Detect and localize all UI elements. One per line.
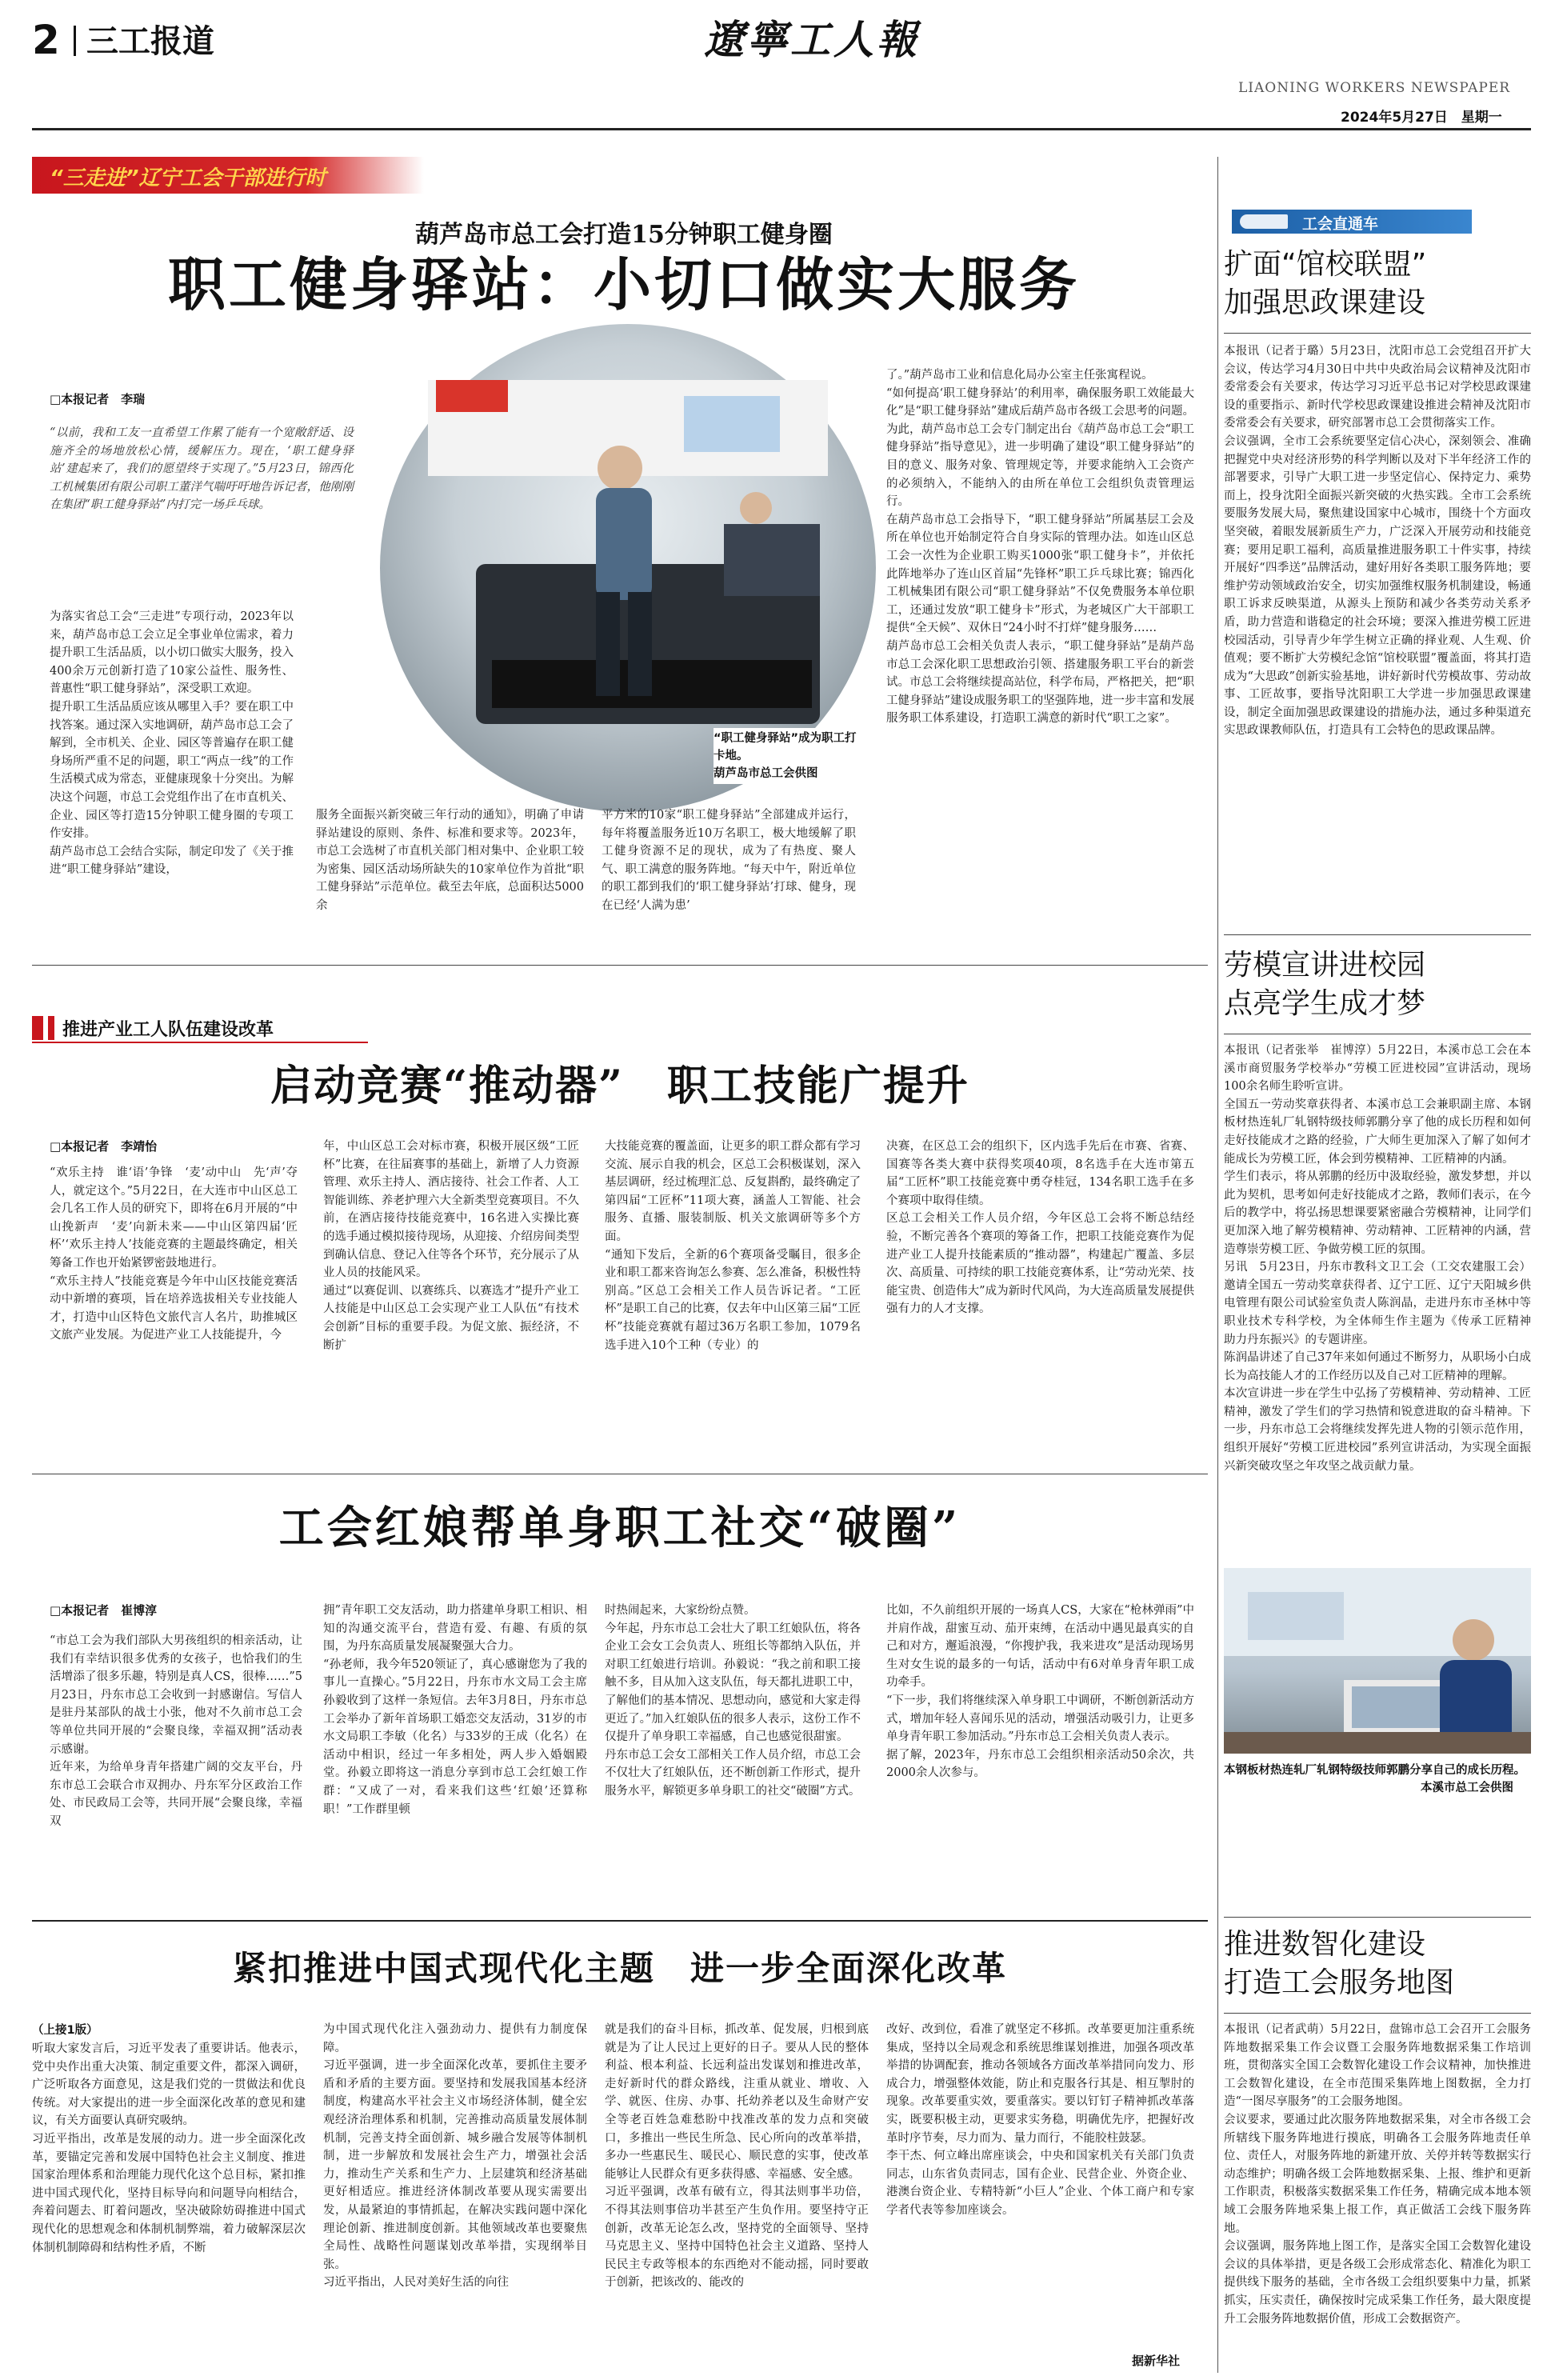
article3-col-2: 拥”青年职工交友活动，助力搭建单身职工相识、相知的沟通交流平台，营造有爱、有趣、有质的氛围，为丹东高质量发展凝聚强大合力。 “孙老师，我今年520领证了，真心感谢您为了我的事儿一直操心。”5月22日，丹东市水文局工会主席孙毅收到了这样一条短信。去年3月8日，丹东市总工会举办了新年首场职工婚恋交友活动，31岁的市水文局职工李敏（化名）与33岁的王成（化名）在活动中相识，经过一年多相处，两人步入婚姻殿堂。孙毅立即将这一消息分享到市总工会红娘工作群：“又成了一对，看来我们这些‘红娘’还算称职！”工作群里顿 — [323, 1604, 587, 1816]
sidebar-header-label: 工会直通车 — [1302, 215, 1379, 233]
article4-headline: 紧扣推进中国式现代化主题 进一步全面深化改革 — [232, 1949, 1007, 1988]
masthead-english: LIAONING WORKERS NEWSPAPER — [1238, 80, 1511, 96]
sidebar2-top-rule — [1224, 934, 1531, 935]
sidebar2-body: 本报讯（记者张举 崔博淳）5月22日，本溪市总工会在本溪市商贸服务学校举办“劳模工匠进校园”宣讲活动，现场100余名师生聆听宣讲。 全国五一劳动奖章获得者、本溪市总工会兼职副主席、本钢板材热连轧厂轧钢特级技师郭鹏分享了他的成长历程和如何走好技能成才之路的经验，广大师生更加深入了解了如何才能成长为劳模工匠，体会到劳模精神、工匠精神的内涵。 学生们表示，将从郭鹏的经历中汲取经验，激发梦想，并以此为契机，思考如何走好技能成才之路，教师们表示，在今后的教学中，将弘扬思想课要紧密融合劳模精神，让同学们更加深入地了解劳模精神、劳动精神、工匠精神的内涵，营造尊崇劳模工匠、争做劳模工匠的氛围。 另讯 5月23日，丹东市教科文卫工会（工交农建服工会）邀请全国五一劳动奖章获得者、辽宁工匠、辽宁天阳城乡供电管理有限公司试验室负责人陈润晶，走进丹东市圣林中等职业技术专科学校，为全体师生作主题为《传承工匠精神 助力丹东振兴》的专题讲座。 陈润晶讲述了自己37年来如何通过不断努力，从职场小白成长为高技能人才的工作经历以及自己对工匠精神的理解。 本次宣讲进一步在学生中弘扬了劳模精神、劳动精神、工匠精神，激发了学生们的学习热情和锐意进取的奋斗精神。下一步，丹东市总工会将继续发挥先进人物的引领示范作用，组织开展好“劳模工匠进校园”系列宣讲活动，为实现全面振兴新突破攻坚之年攻坚之战贡献力量。 — [1224, 1044, 1531, 1473]
section4-rule — [32, 1920, 1208, 1922]
issue-date: 2024年5月27日 星期一 — [1341, 110, 1502, 126]
article4-source: 据新华社 — [1132, 2354, 1181, 2368]
sidebar2-photo-caption: 本钢板材热连轧厂轧钢特级技师郭鹏分享自己的成长历程。 — [1224, 1764, 1525, 1777]
sidebar2-photo — [1224, 1568, 1531, 1754]
section2-tag — [32, 1014, 368, 1043]
sidebar1-rule — [1224, 333, 1531, 334]
speaker-photo-icon — [1224, 1568, 1531, 1754]
lead-kicker: 葫芦岛市总工会打造15分钟职工健身圈 — [415, 221, 833, 249]
header-rule — [32, 128, 1531, 130]
section-name: 三工报道 — [86, 23, 214, 60]
sidebar1-title-2: 加强思政课建设 — [1224, 286, 1426, 319]
article2-byline: □本报记者 李靖怡 — [50, 1139, 158, 1154]
sidebar2-title-1: 劳模宣讲进校园 — [1224, 949, 1426, 982]
lead-headline: 职工健身驿站：小切口做实大服务 — [167, 250, 1080, 318]
article2-col-3: 大技能竞赛的覆盖面，让更多的职工群众都有学习交流、展示自我的机会，区总工会积极谋划，深入基层调研，经过梳理汇总、反复斟酌，最终确定了第四届“工匠杯”11项大赛，涵盖人工智能、社会服务、直播、服装制版、机关文旅调研等多个方面。 “通知下发后，全新的6个赛项备受瞩目，很多企业和职工都来咨询怎么参赛、怎么准备，积极性特别高。”区总工会相关工作人员告诉记者。“工匠杯”是职工自己的比赛，仅去年中山区第三届“工匠杯”技能竞赛就有超过36万名职工参加，1079名选手进入10个工种（专业）的 — [605, 1140, 861, 1352]
masthead-logo: 遼寧工人報 — [704, 16, 920, 63]
lead-col-4: 了。”葫芦岛市工业和信息化局办公室主任张寓程说。 “如何提高‘职工健身驿站’的利用率，确保服务职工效能最大化”是“职工健身驿站”建成后葫芦岛市各级工会思考的问题。为此，葫芦岛市总工会专门制定出台《葫芦岛市总工会“职工健身驿站”指导意见》，进一步明确了建设“职工健身驿站”的目的意义、服务对象、管理规定等，并要求能纳入工会资产的必须纳入，不能纳入的由所在单位工会组织负责管理运行。 在葫芦岛市总工会指导下，“职工健身驿站”所属基层工会及所在单位也开始制定符合自身实际的管理办法。如连山区总工会一次性为企业职工购买1000张“职工健身卡”，并依托此阵地举办了连山区首届“先锋杯”职工乒乓球比赛；锦西化工机械集团有限公司“职工健身驿站”不仅免费服务本单位职工，还通过发放“职工健身卡”形式，为老城区广大干部职工提供“全天候”、双休日“24小时不打烊”健身服务…… 葫芦岛市总工会相关负责人表示，“职工健身驿站”是葫芦岛市总工会深化职工思想政治引领、搭建服务职工平台的新尝试。市总工会将继续提高站位，科学布局，严格把关，把“职工健身驿站”建设成服务职工的坚强阵地，进一步丰富和发展服务职工体系建设，打造职工满意的新时代“职工之家”。 — [886, 369, 1194, 726]
banner-ribbon — [32, 157, 424, 194]
banner-text: “三走进”辽宁工会干部进行时 — [50, 166, 326, 190]
article3-col-4: 比如，不久前组织开展的一场真人CS，大家在“枪林弹雨”中并肩作战，甜蜜互动、茄开束缚，在活动中遇见最真实的自己和对方，邂逅浪漫，“你搜护我，我来进攻”是活动现场男生对女生说的最多的一句话，活动中有6对单身青年职工成功牵手。 “下一步，我们将继续深入单身职工中调研，不断创新活动方式，增加年轻人喜闻乐见的活动，增强活动吸引力，让更多单身青年职工参加活动。”丹东市总工会相关负责人表示。 据了解，2023年，丹东市总工会组织相亲活动50余次，共2000余人次参与。 — [886, 1604, 1194, 1780]
article2-col-2: 年，中山区总工会对标市赛，积极开展区级“工匠杯”比赛，在往届赛事的基础上，新增了人力资源管理、欢乐主持人、酒店接待、社会工作者、人工智能训练、养老护理六大全新类型竞赛项目。不久前，在酒店接待技能竞赛中，16名进入实操比赛的选手通过模拟接待现场，从迎接、介绍房间类型到确认信息、登记入住等各个环节，充分展示了从业人员的技能风采。 通过“以赛促训、以赛练兵、以赛选才”提升产业工人技能是中山区总工会实现产业工人队伍“有技术会创新”目标的重要手段。为促文旅、振经济，不断扩 — [323, 1140, 579, 1352]
article4-col-1: 听取大家发言后，习近平发表了重要讲话。他表示，党中央作出重大决策、制定重要文件，都深入调研，广泛听取各方面意见，这是我们党的一贯做法和优良传统。对大家提出的进一步全面深化改革的意见和建议，有关方面要认真研究吸纳。 习近平指出，改革是发展的动力。进一步全面深化改革，要锚定完善和发展中国特色社会主义制度、推进国家治理体系和治理能力现代化这个总目标，紧扣推进中国式现代化，坚持目标导向和问题导向相结合，奔着问题去、盯着问题改，坚决破除妨碍推进中国式现代化的思想观念和体制机制弊端，着力破解深层次体制机制障碍和结构性矛盾，不断 — [32, 2042, 306, 2254]
article2-headline: 启动竞赛“推动器” 职工技能广提升 — [270, 1062, 969, 1110]
article3-col-1: “市总工会为我们部队大男孩组织的相亲活动，让我们有幸结识很多优秀的女孩子，也恰我们的生活增添了很多乐趣，特别是真人CS，很棒……”5月23日，丹东市总工会收到一封感谢信。写信人是驻丹某部队的战士小张，他对不久前市总工会等单位共同开展的“会聚良缘，幸福双拥”活动表示感谢。 近年来，为给单身青年搭建广阔的交友平台，丹东市总工会联合市双拥办、丹东军分区政治工作处、市民政局工会等，共同开展“会聚良缘，幸福双 — [50, 1634, 302, 1828]
lead-col-1: 为落实省总工会“三走进”专项行动，2023年以来，葫芦岛市总工会立足全事业单位需求，着力提升职工生活品质，以小切口做实大服务，投入400余万元创新打造了10家公益性、服务性、普惠性“职工健身驿站”，深受职工欢迎。 提升职工生活品质应该从哪里入手？要在职工中找答案。通过深入实地调研，葫芦岛市总工会了解到，全市机关、企业、园区等普遍存在职工健身场所严重不足的问题，职工“两点一线”的工作生活模式成为常态，亚健康现象十分突出。为解决这个问题，市总工会党组作出了在市直机关、企业、园区等打造15分钟职工健身圈的专项工作安排。 葫芦岛市总工会结合实际，制定印发了《关于推进“职工健身驿站”建设， — [50, 610, 294, 877]
section2-marker-icon — [32, 1016, 43, 1040]
sidebar2-photo-credit: 本溪市总工会供图 — [1421, 1782, 1513, 1794]
article2-col-1: “欢乐主持 谁‘语’争锋 ‘麦’动中山 先‘声’夺人，就定这个。”5月22日，在大连市中山区总工会几名工作人员的研究下，即将在6月开展的“中山挽新声 ‘麦’向新未来——中山区第四届‘匠杯’‘欢乐主持人’技能竞赛的主题最终确定，相关筹备工作也开始紧锣密鼓地进行。 “欢乐主持人”技能竞赛是今年中山区技能竞赛活动中新增的赛项，旨在培养选拔相关专业技能人才，打造中山区特色文旅代言人名片，助推城区文旅产业发展。为促进产业工人技能提升，今 — [50, 1166, 298, 1342]
lead-intro: “以前，我和工友一直希望工作累了能有一个宽敞舒适、设施齐全的场地放松心情，缓解压力。现在，‘职工健身驿站’建起来了，我们的愿望终于实现了。”5月23日，锦西化工机械集团有限公司职工董洋气喘吁吁地告诉记者，他刚刚在集团“职工健身驿站”内打完一场乒乓球。 — [50, 426, 354, 512]
sidebar2-title-2: 点亮学生成才梦 — [1224, 987, 1426, 1020]
header-separator — [74, 26, 76, 56]
sidebar3-top-rule — [1224, 1917, 1531, 1918]
article3-byline: □本报记者 崔博淳 — [50, 1603, 158, 1618]
section2-tag-text: 推进产业工人队伍建设改革 — [62, 1019, 274, 1040]
sidebar1-body: 本报讯（记者于璐）5月23日，沈阳市总工会党组召开扩大会议，传达学习4月30日中共中央政治局会议精神及沈阳市委常委会有关要求，传达学习习近平总书记对学校思政课建设的重要指示、新时代学校思政课建设推进会精神及沈阳市委常委会有关要求，研究部署市总工会贯彻落实工作。 会议强调，全市工会系统要坚定信心决心，深刻领会、准确把握党中央对经济形势的科学判断以及对下半年经济工作的部署要求，引导广大职工进一步坚定信心、保持定力、乘势而上，投身沈阳全面振兴新突破的火热实践。全市工会系统要服务发展大局，聚焦建设国家中心城市，围绕十个方面攻坚突破，着眼发展新质生产力，广泛深入开展劳动和技能竞赛；要用足职工福利，高质量推进服务职工十件实事，持续开展好“四季送”品牌活动，建好用好各类职工服务阵地；要维护劳动领域政治安全，切实加强维权服务机制建设，畅通职工诉求反映渠道，从源头上预防和减少各类劳动关系矛盾，助力营造和谐稳定的社会环境；要深入推进劳模工匠进校园活动，引导青少年学生树立正确的择业观、人生观、价值观；要不断扩大劳模纪念馆“馆校联盟”覆盖面，将其打造成为“大思政”创新实验基地，讲好新时代劳模故事、劳动故事、工匠故事，要指导沈阳职工大学进一步加强思政课建设，制定全面加强思政课建设的措施办法，通过多种渠道充实思政课教师队伍，打造具有工会特色的思政课品牌。 — [1224, 345, 1531, 738]
lead-byline: □本报记者 李瑞 — [50, 392, 146, 406]
lead-photo-caption: “职工健身驿站”成为职工打卡地。 — [714, 732, 857, 762]
section2-rule — [32, 965, 1208, 966]
sidebar3-title-1: 推进数智化建设 — [1224, 1928, 1426, 1961]
sidebar3-body: 本报讯（记者武萌）5月22日，盘锦市总工会召开工会服务阵地数据采集工作会议暨工会服务阵地数据采集工作培训班，贯彻落实全国工会数智化建设工作会议精神，加快推进工会数智化建设，在全市范围采集阵地上图数据，全力打造“一图尽享服务”的工会服务地图。 会议要求，要通过此次服务阵地数据采集，对全市各级工会所辖线下服务阵地进行摸底，明确各工会服务阵地责任单位、责任人，对服务阵地的新建开放、关停并转等数据实行动态维护；明确各级工会阵地数据采集、上报、维护和更新工作职责，积极落实数据采集工作任务，精确完成本地本领域工会服务阵地采集上报工作，真正做活工会线下服务阵地。 会议强调，服务阵地上图工作，是落实全国工会数智化建设会议的具体举措，更是各级工会形成常态化、精准化为职工提供线下服务的基础，全市各级工会组织要集中力量，抓紧抓实，压实责任，确保按时完成采集工作任务，最大限度提升工会服务阵地数据价值，形成工会数据资产。 — [1224, 2023, 1531, 2326]
article4-col-4: 改好、改到位，看准了就坚定不移抓。改革要更加注重系统集成，坚持以全局观念和系统思维谋划推进，加强各项改革举措的协调配套，推动各领域各方面改革举措同向发力、形成合力，增强整体效能，防止和克服各行其是、相互掣肘的现象。改革要重实效，要重落实。要以钉钉子精神抓改革落实，既要积极主动，更要求实务稳，明确优先序，把握好改革时序节奏，尽力而为、量力而行，不能胶柱鼓瑟。 李干杰、何立峰出席座谈会，中央和国家机关有关部门负责同志，山东省负责同志，国有企业、民营企业、外资企业、港澳台资企业、专精特新“小巨人”企业、个体工商户和专家学者代表等参加座谈会。 — [886, 2023, 1194, 2217]
sidebar1-title-1: 扩面“馆校联盟” — [1224, 248, 1427, 281]
sidebar3-rule — [1224, 2013, 1531, 2014]
lead-photo-credit: 葫芦岛市总工会供图 — [714, 767, 818, 780]
train-icon — [1240, 214, 1288, 229]
article4-col-3: 就是我们的奋斗目标，抓改革、促发展，归根到底就是为了让人民过上更好的日子。要从人民的整体利益、根本利益、长远利益出发谋划和推进改革，走好新时代的群众路线，注重从就业、增收、入学、就医、住房、办事、托幼养老以及生命财产安全等老百姓急难愁盼中找准改革的发力点和突破口，多推出一些民生所急、民心所向的改革举措，多办一些惠民生、暖民心、顺民意的实事，使改革能够让人民群众有更多获得感、幸福感、安全感。 习近平强调，改革有破有立，得其法则事半功倍，不得其法则事倍功半甚至产生负作用。要坚持守正创新，改革无论怎么改，坚持党的全面领导、坚持马克思主义、坚持中国特色社会主义道路、坚持人民民主专政等根本的东西绝对不能动摇，同时要敢于创新，把该改的、能改的 — [605, 2023, 869, 2290]
article2-col-4: 决赛，在区总工会的组织下，区内选手先后在市赛、省赛、国赛等各类大赛中获得奖项40项，8名选手在大连市第五届“工匠杯”职工技能竞赛中勇夺桂冠，134名职工选手在多个赛项中取得佳绩。 区总工会相关工作人员介绍，今年区总工会将不断总结经验，不断完善各个赛项的筹备工作，把职工技能竞赛作为促进产业工人提升技能素质的“推动器”，构建起广覆盖、多层次、高质量、可持续的职工技能竞赛体系，让“劳动光荣、技能宝贵、创造伟大”成为新时代风尚，为大连高质量发展提供强有力的人才支撑。 — [886, 1140, 1194, 1316]
article3-headline: 工会红娘帮单身职工社交“破圈” — [278, 1502, 961, 1554]
section2-marker-icon-2 — [48, 1016, 54, 1040]
column-divider — [1217, 157, 1218, 2373]
lead-col-3: 平方米的10家“职工健身驿站”全部建成并运行，每年将覆盖服务近10万名职工，极大地缓解了职工健身资源不足的现状，成为了有热度、聚人气、职工满意的服务阵地。“每天中午，附近单位的职工都到我们的‘职工健身驿站’打球、健身，现在已经‘人满为患’ — [602, 809, 856, 912]
sidebar-header-bar — [1232, 210, 1472, 234]
sidebar3-title-2: 打造工会服务地图 — [1224, 1966, 1455, 1999]
lead-col-2: 服务全面振兴新突破三年行动的通知》，明确了申请驿站建设的原则、条件、标准和要求等。2023年，市总工会选树了市直机关部门相对集中、企业职工较为密集、园区活动场所缺失的10家单位作为首批“职工健身驿站”示范单位。截至去年底，总面积达5000余 — [316, 809, 584, 912]
photo-caption-box — [714, 728, 865, 784]
page-number: 2 — [32, 17, 60, 63]
article4-col-2: 为中国式现代化注入强劲动力、提供有力制度保障。 习近平强调，进一步全面深化改革，要抓住主要矛盾和矛盾的主要方面。要坚持和发展我国基本经济制度，构建高水平社会主义市场经济体制，健全宏观经济治理体系和机制，完善推动高质量发展体制机制，完善支持全面创新、城乡融合发展等体制机制，进一步解放和发展社会生产力，增强社会活力，推动生产关系和生产力、上层建筑和经济基础更好相适应。推进经济体制改革要从现实需要出发，从最紧迫的事情抓起，在解决实践问题中深化理论创新、推进制度创新。其他领域改革也要聚焦全局性、战略性问题谋划改革举措，实现纲举目张。 习近平指出，人民对美好生活的向往 — [323, 2023, 587, 2290]
article4-continued: （上接1版） — [32, 2024, 98, 2037]
article3-col-3: 时热闹起来，大家纷纷点赞。 今年起，丹东市总工会壮大了职工红娘队伍，将各企业工会女工会负责人、班组长等都纳入队伍，并对职工红娘进行培训。孙毅说：“我之前和职工接触不多，目从加入这支队伍，每天都扎进职工中，了解他们的基本情况、思想动向，感觉和大家走得更近了。”加入红娘队伍的很多人表示，这份工作不仅提升了单身职工幸福感，自己也感觉很甜蜜。 丹东市总工会女工部相关工作人员介绍，市总工会不仅壮大了红娘队伍，还不断创新工作形式，提升服务水平，解锁更多单身职工的社交“破圈”方式。 — [605, 1604, 861, 1798]
